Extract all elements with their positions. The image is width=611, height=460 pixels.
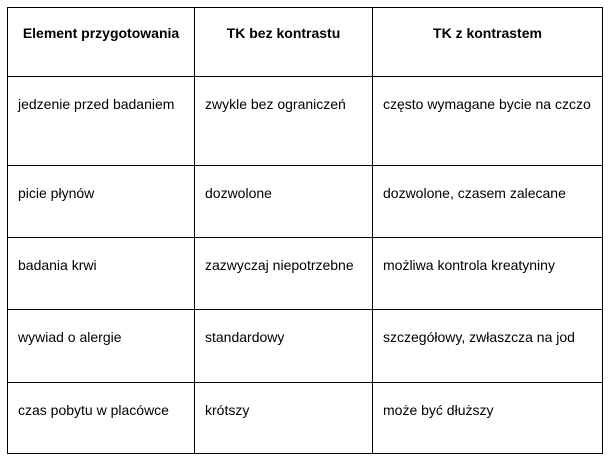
cell-without-contrast: dozwolone (195, 166, 373, 238)
comparison-table (7, 7, 603, 454)
cell-element: czas pobytu w placówce (8, 383, 195, 454)
cell-with-contrast: dozwolone, czasem zalecane (373, 166, 603, 238)
cell-without-contrast: zwykle bez ograniczeń (195, 77, 373, 166)
header-element: Element przygotowania (8, 8, 195, 77)
header-row (8, 8, 603, 77)
cell-with-contrast: może być dłuższy (373, 383, 603, 454)
cell-without-contrast: krótszy (195, 383, 373, 454)
table-row (8, 310, 603, 383)
header-ct-with-contrast: TK z kontrastem (373, 8, 603, 77)
cell-element: picie płynów (8, 166, 195, 238)
cell-with-contrast: często wymagane bycie na czczo (373, 77, 603, 166)
table-row (8, 77, 603, 166)
cell-element: wywiad o alergie (8, 310, 195, 383)
cell-with-contrast: szczegółowy, zwłaszcza na jod (373, 310, 603, 383)
table-row (8, 238, 603, 310)
cell-without-contrast: standardowy (195, 310, 373, 383)
cell-without-contrast: zazwyczaj niepotrzebne (195, 238, 373, 310)
cell-element: jedzenie przed badaniem (8, 77, 195, 166)
header-ct-without-contrast: TK bez kontrastu (195, 8, 373, 77)
cell-with-contrast: możliwa kontrola kreatyniny (373, 238, 603, 310)
table-row (8, 166, 603, 238)
table-row (8, 383, 603, 454)
cell-element: badania krwi (8, 238, 195, 310)
